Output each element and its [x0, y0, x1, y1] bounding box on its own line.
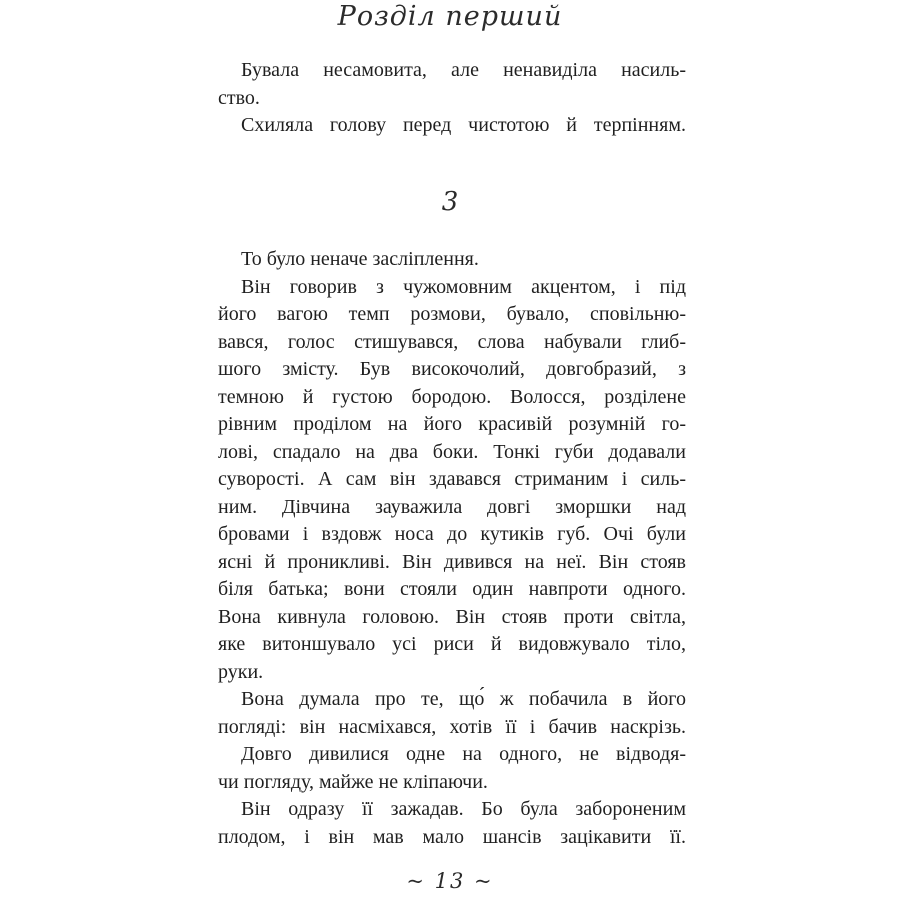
text-line: Бувала несамовита, але ненавиділа насиль- [241, 59, 686, 81]
intro-paragraphs [218, 57, 686, 140]
text-line: Вона кивнула головою. Він стояв проти світла, [218, 605, 686, 628]
text-line: Вона думала про те, що́ ж побачила в його [241, 688, 686, 710]
chapter-heading: Розділ перший [337, 1, 563, 32]
text-line: рівним проділом на його красивій розумній го- [218, 413, 686, 435]
text-line: руки. [218, 660, 264, 683]
text-line: Схиляла голову перед чистотою й терпінням. [241, 114, 686, 136]
text-line: біля батька; вони стояли один навпроти одного. [218, 578, 686, 600]
text-line: шого змісту. Був високочолий, довгобразий, з [218, 358, 686, 380]
text-line: ясні й проникливі. Він дивився на неї. Він стояв [218, 550, 686, 573]
text-line: Він говорив з чужомовним акцентом, і під [241, 275, 686, 298]
text-line: ним. Дівчина зауважила довгі зморшки над [218, 495, 686, 518]
text-line: Він одразу її зажадав. Бо була забороненим [241, 798, 686, 820]
text-line: лові, спадало на два боки. Тонкі губи додавали [218, 440, 686, 463]
text-line: його вагою темп розмови, бувало, сповільню- [218, 303, 686, 325]
body-paragraphs [218, 246, 686, 851]
text-line: То було неначе засліплення. [241, 248, 479, 270]
text-line: темною й густою бородою. Волосся, розділене [218, 385, 686, 408]
text-line: вався, голос стишувався, слова набували глиб- [218, 330, 686, 353]
text-line: погляді: він насміхався, хотів її і бачив наскрізь. [218, 715, 686, 738]
text-line: яке витоншувало усі риси й видовжувало тіло, [218, 633, 686, 655]
text-line: Довго дивилися одне на одного, не відводя- [241, 743, 686, 765]
text-line: чи погляду, майже не кліпаючи. [218, 770, 488, 793]
text-line: бровами і вздовж носа до кутиків губ. Очі були [218, 523, 686, 545]
text-line: плодом, і він мав мало шансів зацікавити її. [218, 825, 686, 848]
section-number: 3 [441, 187, 459, 217]
text-line: суворості. А сам він здавався стриманим і силь- [218, 468, 686, 490]
page-number: ~ 13 ~ [406, 869, 494, 893]
text-line: ство. [218, 86, 260, 109]
